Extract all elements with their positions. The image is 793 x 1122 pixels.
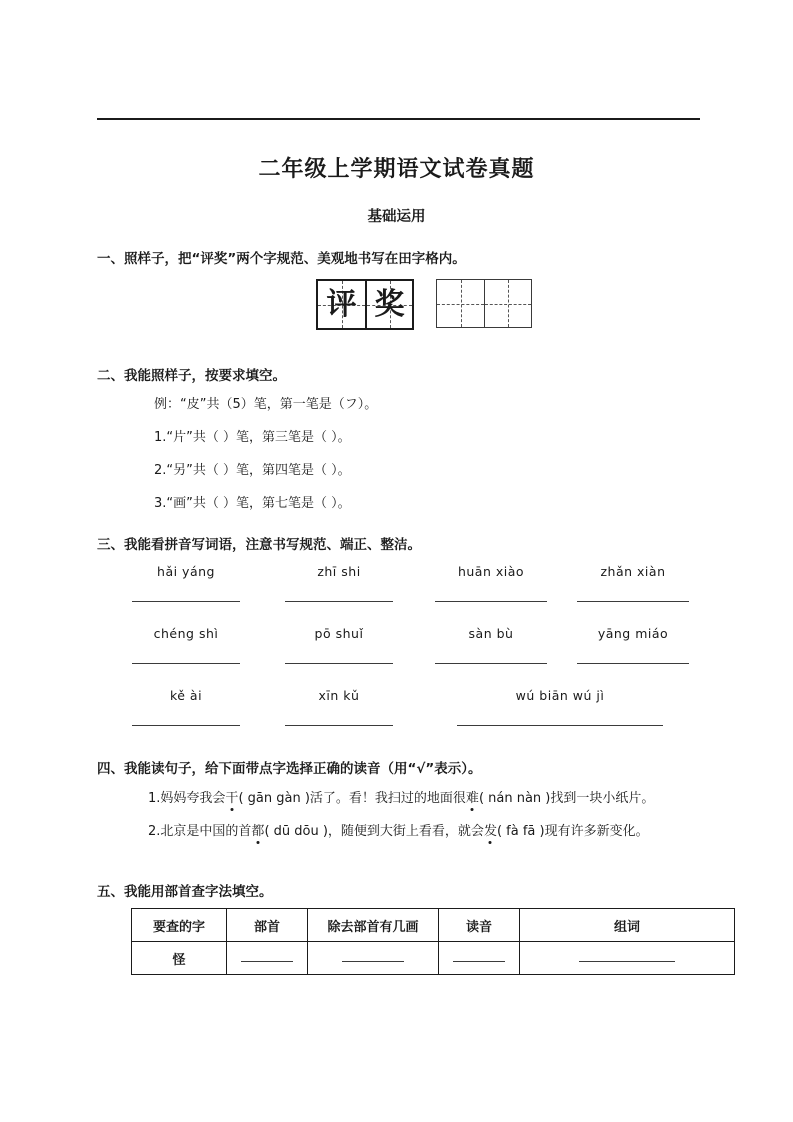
sentence-part: 活了。看！我扫过的地面很 [309,791,466,806]
answer-line[interactable] [577,601,689,602]
pinyin-text: wú biān wú jì [515,688,605,703]
pronunciation-options[interactable]: ( gān gàn ) [238,791,310,806]
pinyin-text: xīn kǔ [318,688,360,703]
pinyin-blank-3-1[interactable] [132,687,240,726]
answer-line[interactable] [132,663,240,664]
dotted-char-fa: 发 [484,820,497,839]
answer-blank[interactable] [453,950,505,962]
question-5-heading: 五、我能用部首查字法填空。 [97,884,273,900]
pinyin-blank-2-4[interactable] [577,625,689,664]
sentence-number: 1. [148,791,161,806]
question-1-heading: 一、照样子，把“评奖”两个字规范、美观地书写在田字格内。 [97,251,466,267]
sentence-number: 2. [148,824,161,839]
tianzige-char-2: 奖 [374,286,405,322]
answer-line[interactable] [132,725,240,726]
table-header-char: 要查的字 [132,909,227,942]
pinyin-row-2 [97,625,700,687]
sentence-part: 妈妈夸我会 [160,791,226,806]
pinyin-text: kě ài [169,688,203,703]
pronunciation-options[interactable]: ( dū dōu ) [264,824,328,839]
answer-line[interactable] [457,725,663,726]
tianzige-cell-blank-2[interactable] [484,280,531,327]
pinyin-text: zhǎn xiàn [600,564,666,579]
answer-blank[interactable] [342,950,404,962]
answer-blank[interactable] [241,950,293,962]
table-header-row [132,909,735,942]
question-2-item-2[interactable]: 2.“另”共（ ）笔，第四笔是（ ）。 [154,463,351,478]
answer-line[interactable] [577,663,689,664]
dotted-char-du: 都 [251,820,264,839]
answer-line[interactable] [132,601,240,602]
pronunciation-options[interactable]: ( nán nàn ) [478,791,551,806]
question-4-sentence-2[interactable] [148,820,649,839]
table-row [132,942,735,975]
pinyin-text: yāng miáo [597,626,669,641]
tianzige-cell-blank-1[interactable] [437,280,484,327]
pinyin-blank-1-1[interactable] [132,563,240,602]
table-cell-pronunciation[interactable] [439,942,520,975]
tianzige-answer-box[interactable] [436,279,532,328]
table-header-radical: 部首 [227,909,308,942]
dotted-char-nan: 难 [466,787,479,806]
sentence-part: 北京是中国的首 [160,824,252,839]
pinyin-blank-2-1[interactable] [132,625,240,664]
table-header-word: 组词 [520,909,735,942]
page-title: 二年级上学期语文试卷真题 [258,157,535,182]
table-header-strokes: 除去部首有几画 [308,909,439,942]
question-3-heading: 三、我能看拼音写词语，注意书写规范、端正、整洁。 [97,537,421,553]
answer-blank[interactable] [579,950,675,962]
question-2-heading: 二、我能照样子，按要求填空。 [97,368,286,384]
pinyin-text: chéng shì [153,626,219,641]
question-2-item-1[interactable]: 1.“片”共（ ）笔，第三笔是（ ）。 [154,430,351,445]
tianzige-cell-sample-1 [318,281,365,328]
answer-line[interactable] [435,663,547,664]
question-2-item-3[interactable]: 3.“画”共（ ）笔，第七笔是（ ）。 [154,496,351,511]
pinyin-row-3 [97,687,700,749]
header-rule [97,118,700,120]
pronunciation-options[interactable]: ( fà fā ) [496,824,545,839]
pinyin-text: pō shuǐ [314,626,364,641]
answer-line[interactable] [285,601,393,602]
question-4-sentence-1[interactable] [148,787,654,806]
answer-line[interactable] [285,663,393,664]
table-cell-char: 怪 [132,942,227,975]
pinyin-text: zhī shi [317,564,361,579]
table-cell-radical[interactable] [227,942,308,975]
pinyin-text: hǎi yáng [157,564,215,579]
pinyin-blank-1-3[interactable] [435,563,547,602]
pinyin-blank-2-3[interactable] [435,625,547,664]
sentence-part: 现有许多新变化。 [544,824,649,839]
question-2-example: 例：“皮”共（5）笔，第一笔是（フ）。 [154,397,378,412]
sentence-part: 找到一块小纸片。 [550,791,655,806]
radical-lookup-table [131,908,735,975]
tianzige-grid-area [316,279,532,330]
tianzige-cell-sample-2 [365,281,412,328]
pinyin-blank-2-2[interactable] [285,625,393,664]
sentence-part: ，随便到大街上看看，就会 [327,824,484,839]
question-4-heading: 四、我能读句子，给下面带点字选择正确的读音（用“√”表示）。 [97,761,482,777]
tianzige-sample-box [316,279,414,330]
pinyin-blank-1-4[interactable] [577,563,689,602]
dotted-char-gan: 干 [225,787,238,806]
pinyin-blank-3-3[interactable] [457,687,663,726]
section-heading: 基础运用 [367,209,426,225]
pinyin-row-1 [97,563,700,625]
answer-line[interactable] [285,725,393,726]
pinyin-blank-3-2[interactable] [285,687,393,726]
pinyin-blank-1-2[interactable] [285,563,393,602]
pinyin-text: huān xiào [457,564,525,579]
table-cell-strokes[interactable] [308,942,439,975]
table-header-pronunciation: 读音 [439,909,520,942]
tianzige-char-1: 评 [326,286,357,322]
pinyin-text: sàn bù [468,626,514,641]
answer-line[interactable] [435,601,547,602]
table-cell-word[interactable] [520,942,735,975]
